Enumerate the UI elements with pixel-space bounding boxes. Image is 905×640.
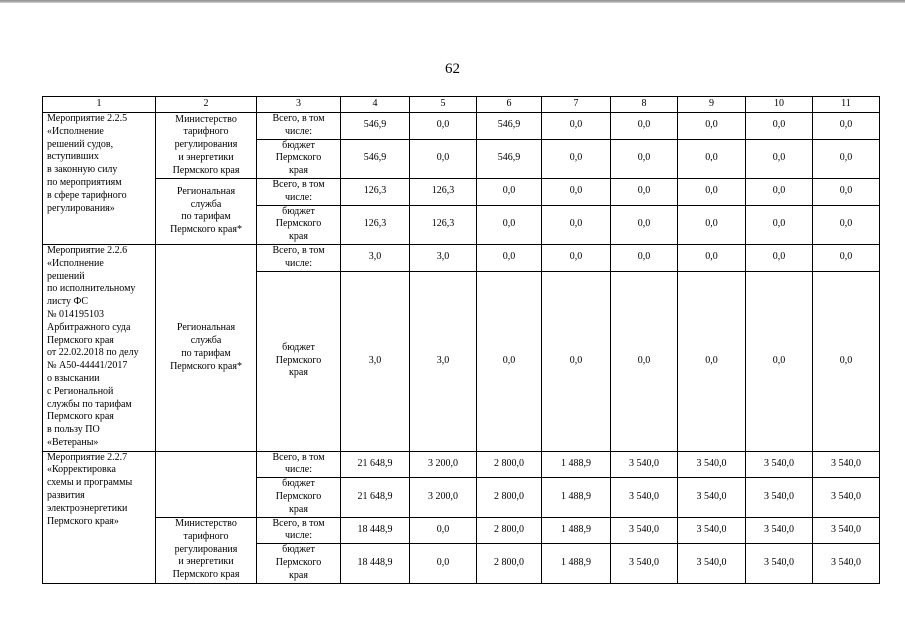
activity-text-line: Пермского края [47, 411, 114, 423]
activity-text-line: Пермского края» [47, 515, 119, 527]
source-text-line: края [289, 367, 308, 379]
value-cell: 0,0 [477, 244, 542, 271]
value-cell: 0,0 [746, 244, 813, 271]
source-text-line: числе: [284, 464, 313, 476]
value-cell: 3 540,0 [611, 451, 678, 478]
executor-cell [156, 178, 257, 244]
header-row [43, 97, 880, 113]
activity-text-line: Пермского края [47, 334, 114, 346]
value-cell: 21 648,9 [341, 478, 410, 517]
value-cell: 3 540,0 [611, 478, 678, 517]
source-text-line: числе: [284, 191, 313, 203]
value-cell: 1 488,9 [542, 451, 611, 478]
executor-text-line: Министерство [175, 113, 237, 125]
value-cell: 0,0 [542, 139, 611, 178]
value-cell: 2 800,0 [477, 451, 542, 478]
activity-cell [43, 113, 156, 245]
value-cell: 0,0 [611, 139, 678, 178]
executor-text-line: по тарифам [181, 211, 231, 223]
source-text-line: Пермского [275, 152, 322, 164]
source-text-line: бюджет [282, 341, 315, 353]
value-cell: 3 540,0 [611, 544, 678, 583]
source-text-line: бюджет [282, 544, 315, 556]
value-cell: 0,0 [813, 271, 880, 451]
executor-text-line: Пермского края* [170, 360, 242, 372]
executor-cell [156, 451, 257, 517]
source-cell [257, 178, 341, 205]
value-cell: 3,0 [410, 244, 477, 271]
source-text-line: края [289, 165, 308, 177]
value-cell: 3 540,0 [813, 478, 880, 517]
executor-cell [156, 113, 257, 179]
source-text-line: края [289, 503, 308, 515]
activity-text-line: «Исполнение [47, 257, 104, 269]
source-text-line: Всего, в том [272, 178, 325, 190]
value-cell: 0,0 [813, 113, 880, 140]
source-text-line: бюджет [282, 205, 315, 217]
value-cell: 3,0 [410, 271, 477, 451]
executor-text-line: Региональная [176, 322, 236, 334]
activity-text-line: электроэнергетики [47, 502, 128, 514]
header-cell: 2 [156, 97, 257, 113]
source-cell [257, 517, 341, 544]
page-edge [0, 0, 905, 3]
value-cell: 0,0 [813, 139, 880, 178]
value-cell: 3 540,0 [813, 451, 880, 478]
executor-text-line: Пермского края* [170, 224, 242, 236]
activity-text-line: «Ветераны» [47, 436, 99, 448]
value-cell: 0,0 [813, 205, 880, 244]
value-cell: 3 540,0 [678, 451, 746, 478]
source-text-line: Всего, в том [272, 244, 325, 256]
header-cell: 3 [257, 97, 341, 113]
value-cell: 3 200,0 [410, 451, 477, 478]
value-cell: 0,0 [542, 178, 611, 205]
value-cell: 126,3 [410, 178, 477, 205]
value-cell: 0,0 [410, 113, 477, 140]
value-cell: 0,0 [746, 205, 813, 244]
value-cell: 0,0 [746, 139, 813, 178]
value-cell: 0,0 [410, 517, 477, 544]
source-cell [257, 544, 341, 583]
source-cell [257, 478, 341, 517]
source-text-line: числе: [284, 257, 313, 269]
executor-text-line: служба [190, 198, 222, 210]
value-cell: 2 800,0 [477, 544, 542, 583]
executor-text-line: регулирования [174, 139, 238, 151]
value-cell: 0,0 [542, 205, 611, 244]
source-text-line: Всего, в том [272, 451, 325, 463]
value-cell: 0,0 [611, 113, 678, 140]
page-number: 62 [445, 61, 460, 77]
source-text-line: края [289, 231, 308, 243]
activity-cell [43, 244, 156, 451]
executor-text-line: по тарифам [181, 347, 231, 359]
source-text-line: Пермского [275, 354, 322, 366]
value-cell: 3 540,0 [813, 517, 880, 544]
value-cell: 3,0 [341, 244, 410, 271]
value-cell: 3 540,0 [611, 517, 678, 544]
value-cell: 3 540,0 [746, 544, 813, 583]
value-cell: 0,0 [542, 271, 611, 451]
source-text-line: Пермского [275, 218, 322, 230]
activity-text-line: развития [47, 489, 85, 501]
executor-text-line: и энергетики [178, 151, 234, 163]
value-cell: 3 540,0 [678, 517, 746, 544]
value-cell: 126,3 [410, 205, 477, 244]
activity-text-line: решений [47, 270, 85, 282]
executor-text-line: Региональная [176, 185, 236, 197]
value-cell: 3,0 [341, 271, 410, 451]
header-cell: 8 [611, 97, 678, 113]
activity-text-line: в пользу ПО [47, 424, 100, 436]
source-text-line: Всего, в том [272, 113, 325, 124]
value-cell: 0,0 [678, 244, 746, 271]
value-cell: 0,0 [477, 178, 542, 205]
header-cell: 5 [410, 97, 477, 113]
header-cell: 7 [542, 97, 611, 113]
value-cell: 0,0 [611, 178, 678, 205]
activity-text-line: службы по тарифам [47, 398, 132, 410]
source-text-line: бюджет [282, 478, 315, 490]
table-body [43, 97, 880, 584]
table-row [43, 113, 880, 140]
source-text-line: Пермского [275, 556, 322, 568]
table-row [43, 178, 880, 205]
value-cell: 0,0 [477, 205, 542, 244]
value-cell: 546,9 [341, 113, 410, 140]
value-cell: 546,9 [477, 113, 542, 140]
source-text-line: Пермского [275, 490, 322, 502]
value-cell: 126,3 [341, 178, 410, 205]
activity-text-line: в сфере тарифного [47, 189, 127, 201]
value-cell: 3 540,0 [746, 517, 813, 544]
value-cell: 0,0 [410, 544, 477, 583]
source-cell [257, 244, 341, 271]
executor-text-line: Пермского края [172, 569, 240, 581]
value-cell: 3 540,0 [746, 451, 813, 478]
source-cell [257, 113, 341, 140]
value-cell: 0,0 [611, 271, 678, 451]
activity-text-line: № А50-44441/2017 [47, 360, 128, 372]
value-cell: 0,0 [746, 113, 813, 140]
value-cell: 0,0 [813, 178, 880, 205]
table-row [43, 517, 880, 544]
executor-text-line: тарифного [183, 126, 229, 138]
value-cell: 18 448,9 [341, 544, 410, 583]
value-cell: 18 448,9 [341, 517, 410, 544]
source-text-line: Всего, в том [272, 517, 325, 529]
activity-title: Мероприятие 2.2.7 [47, 451, 128, 463]
executor-cell [156, 517, 257, 583]
executor-text-line: и энергетики [178, 556, 234, 568]
value-cell: 0,0 [746, 271, 813, 451]
activity-text-line: от 22.02.2018 по делу [47, 347, 139, 359]
value-cell: 0,0 [678, 271, 746, 451]
source-cell [257, 205, 341, 244]
value-cell: 0,0 [678, 178, 746, 205]
value-cell: 546,9 [477, 139, 542, 178]
value-cell: 2 800,0 [477, 478, 542, 517]
source-cell [257, 139, 341, 178]
table-row [43, 244, 880, 271]
header-cell: 1 [43, 97, 156, 113]
activity-text-line: в законную силу [47, 164, 118, 176]
header-cell: 6 [477, 97, 542, 113]
executor-text-line: регулирования [174, 543, 238, 555]
activity-text-line: листу ФС [47, 296, 89, 308]
value-cell: 3 540,0 [678, 544, 746, 583]
executor-cell [156, 244, 257, 451]
source-cell [257, 271, 341, 451]
activity-title: Мероприятие 2.2.6 [47, 244, 128, 256]
activity-text-line: Арбитражного суда [47, 321, 131, 333]
value-cell: 0,0 [678, 205, 746, 244]
source-text-line: края [289, 569, 308, 581]
source-text-line: числе: [284, 125, 313, 137]
value-cell: 3 540,0 [678, 478, 746, 517]
value-cell: 3 540,0 [813, 544, 880, 583]
value-cell: 0,0 [542, 244, 611, 271]
value-cell: 2 800,0 [477, 517, 542, 544]
activity-text-line: вступивших [47, 151, 99, 163]
table-row [43, 451, 880, 478]
value-cell: 3 200,0 [410, 478, 477, 517]
value-cell: 0,0 [542, 113, 611, 140]
value-cell: 0,0 [746, 178, 813, 205]
value-cell: 1 488,9 [542, 478, 611, 517]
executor-text-line: служба [190, 334, 222, 346]
header-cell: 11 [813, 97, 880, 113]
header-cell: 10 [746, 97, 813, 113]
value-cell: 0,0 [611, 244, 678, 271]
value-cell: 0,0 [813, 244, 880, 271]
source-text-line: числе: [284, 530, 313, 542]
executor-text-line: тарифного [183, 530, 229, 542]
executor-text-line: Министерство [175, 518, 237, 530]
value-cell: 126,3 [341, 205, 410, 244]
activity-text-line: № 014195103 [47, 308, 105, 320]
program-table [42, 96, 880, 584]
value-cell: 0,0 [678, 139, 746, 178]
header-cell: 4 [341, 97, 410, 113]
activity-text-line: с Региональной [47, 385, 114, 397]
value-cell: 0,0 [678, 113, 746, 140]
value-cell: 1 488,9 [542, 517, 611, 544]
value-cell: 0,0 [477, 271, 542, 451]
value-cell: 3 540,0 [746, 478, 813, 517]
activity-text-line: решений судов, [47, 138, 114, 150]
activity-text-line: схемы и программы [47, 477, 133, 489]
source-cell [257, 451, 341, 478]
activity-text-line: по мероприятиям [47, 176, 122, 188]
header-cell: 9 [678, 97, 746, 113]
value-cell: 546,9 [341, 139, 410, 178]
activity-title: Мероприятие 2.2.5 [47, 113, 128, 124]
value-cell: 0,0 [410, 139, 477, 178]
activity-text-line: регулирования» [47, 202, 115, 214]
activity-text-line: по исполнительному [47, 283, 136, 295]
source-text-line: бюджет [282, 139, 315, 151]
value-cell: 1 488,9 [542, 544, 611, 583]
value-cell: 0,0 [611, 205, 678, 244]
activity-text-line: «Корректировка [47, 464, 116, 476]
activity-text-line: «Исполнение [47, 125, 104, 137]
executor-text-line: Пермского края [172, 164, 240, 176]
value-cell: 21 648,9 [341, 451, 410, 478]
activity-cell [43, 451, 156, 583]
activity-text-line: о взыскании [47, 372, 100, 384]
